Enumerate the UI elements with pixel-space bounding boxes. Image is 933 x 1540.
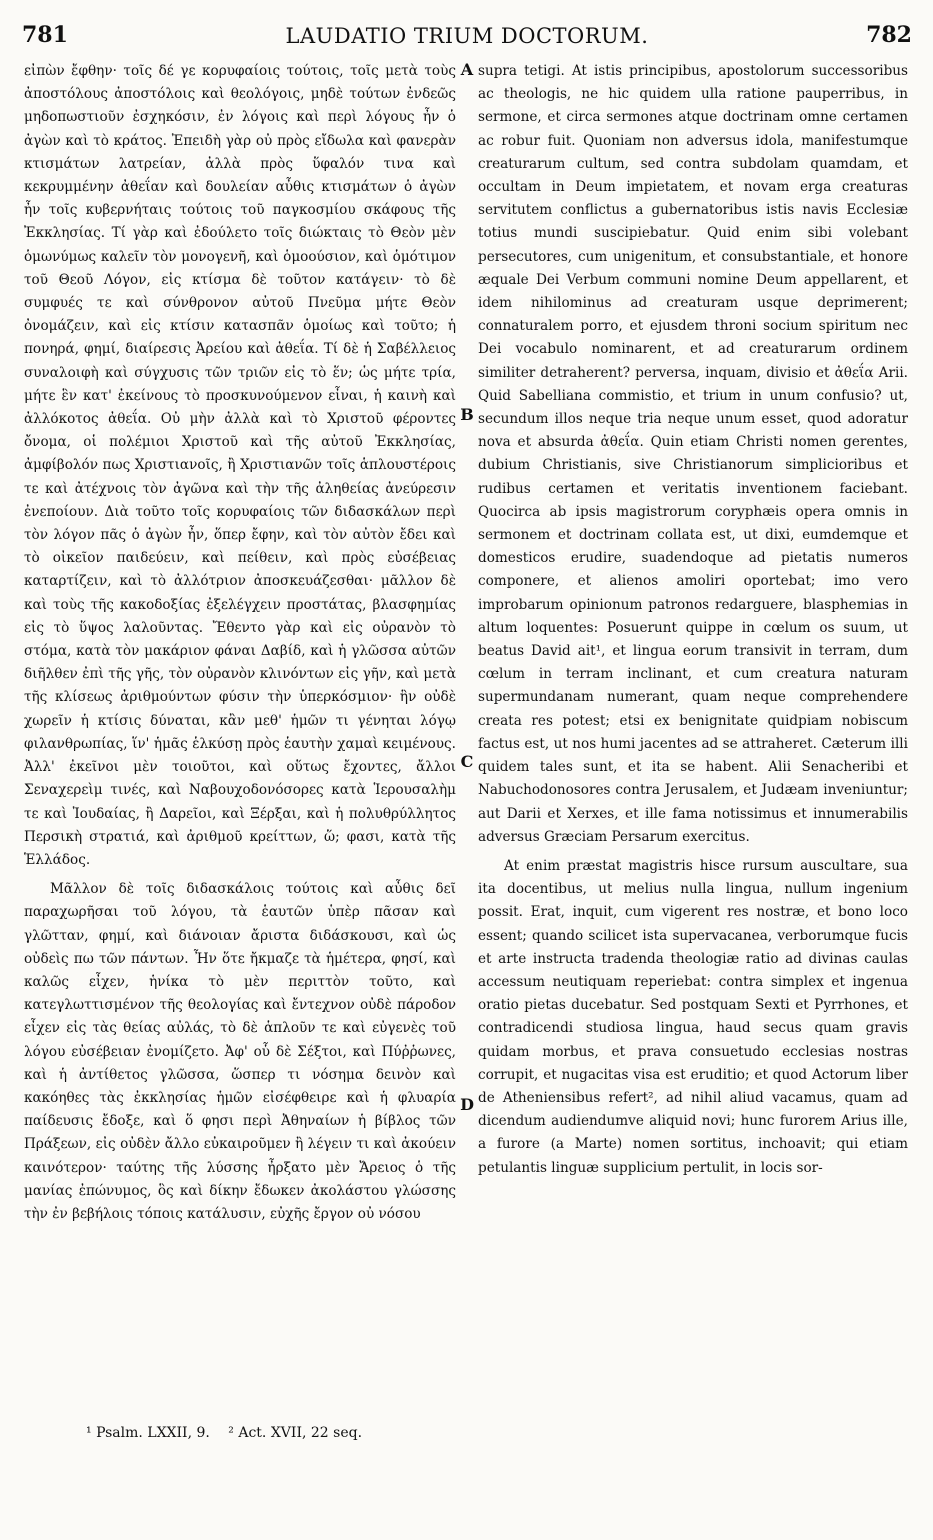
running-title: LAUDATIO TRIUM DOCTORUM. bbox=[285, 24, 649, 48]
margin-marker-d: D bbox=[460, 1095, 474, 1114]
latin-paragraph: supra tetigi. At istis principibus, apostolorum successoribus ac theologis, ne hic quidem ulla ratione pauperribus, in sermone, et circa sermones atque doctrinam omne certamen ac robur fuit. Quoniam non adversus idola, manifestumque creaturarum cultum, sed contra subdolam quamdam, et occultam in Deum impietatem, et novam erga creaturas servitutem conflictus a gubernatoribus istis navis Ecclesiæ totius mundi suscipiebatur. Quid enim sibi volebant persecutores, cum unigenitum, et consubstantiale, et honore æquale Dei Verbum communi nomine Deum appellarent, et idem nihilominus ad creaturam usque deprimerent; connaturalem porro, et ejusdem throni socium spiritum nec Dei vocabulo nominarent, et ad creaturarum ordinem similiter detraherent? perversa, inquam, divisio et ἀθεΐα Arii. Quid Sabelliana commistio, et trium in unum confusio? ut, secundum illos neque tria neque unum esset, quod adoratur nova et absurda ἀθεΐα. Quin etiam Christi nomen gerentes, dubium Christianis, sive Christianorum simplicioribus et rudibus certamen et veritatis inventionem faciebant. Quocirca ab ipsis magistrorum coryphæis opera omnis in sermonem et doctrinam collata est, ut dixi, eumdemque et domesticos erudire, suadendoque ad pietatis numeros componere, et alienos amoliri oportebat; imo vero improbarum opinionum patronos redarguere, blasphemias in altum loquentes: Posuerunt quippe in cœlum os suum, ut beatus David ait¹, et lingua eorum transivit in terram, dum cœlum in terram inclinant, et cum creatura naturam supermundanam numerant, quam neque comprehendere creata res potest; etsi ex benignitate quidpiam nobiscum factus est, ut nos humi jacentes ad se attraheret. Cæterum illi quidem tales sunt, et ita se habent. Alii Senacheribi et Nabuchodonosores contra Jerusalem, et Judæam inveniuntur; aut Darii et Xerxes, et ille fama notissimus et innumerabilis adversus Græciam Persarum exercitus. bbox=[478, 63, 908, 845]
left-page-number: 781 bbox=[22, 22, 68, 48]
footnotes bbox=[86, 1425, 362, 1441]
footnote: ¹ Psalm. LXXII, 9. bbox=[86, 1425, 210, 1441]
latin-paragraph: At enim præstat magistris hisce rursum auscultare, sua ita docentibus, ut melius nulla lingua, nullum ingenium possit. Erat, inquit, cum vigerent res nostræ, et bono loco essent; quando scilicet ista supervacanea, verborumque fucis et arte instructa tradenda theologiæ ratio ad divinas caulas accessum neutiquam reperiebat: contra simplex et ingenua oratio pietas ducebatur. Sed postquam Sexti et Pyrrhones, et contradicendi studiosa lingua, haud secus quam gravis quidam morbus, et prava consuetudo ecclesias nostras corrupit, et nugacitas visa est eruditio; et quod Actorum liber de Atheniensibus refert², ad nihil aliud vacamus, quam ad dicendum audiendumve aliquid novi; hunc furorem Arius ille, a furore (a Marte) nomen sortitus, inchoavit; qui etiam petulantis linguæ supplicium pertulit, in locis sor- bbox=[478, 857, 908, 1176]
footnote: ² Act. XVII, 22 seq. bbox=[228, 1425, 363, 1441]
margin-marker-b: B bbox=[460, 405, 474, 424]
margin-marker-a: A bbox=[460, 60, 474, 79]
page-header bbox=[22, 22, 912, 56]
greek-paragraph: Μᾶλλον δὲ τοῖς διδασκάλοις τούτοις καὶ αὖθις δεῖ παραχωρῆσαι τοῦ λόγου, τὰ ἑαυτῶν ὑπὲρ πᾶσαν καὶ γλῶτταν, φημί, καὶ διάνοιαν ἄριστα διδάσκουσι, καὶ ὡς οὐδεὶς πω τῶν πάντων. Ἦν ὅτε ἤκμαζε τὰ ἡμέτερα, φησί, καὶ καλῶς εἶχεν, ἡνίκα τὸ μὲν περιττὸν τοῦτο, καὶ κατεγλωττισμένον τῆς θεολογίας καὶ ἔντεχνον οὐδὲ πάροδον εἶχεν εἰς τὰς θείας αὐλάς, τὸ δὲ ἁπλοῦν τε καὶ εὐγενὲς τοῦ λόγου εὐσέβειαν ἐνομίζετο. Ἀφ' οὗ δὲ Σέξτοι, καὶ Πύῤῥωνες, καὶ ἡ ἀντίθετος γλῶσσα, ὥσπερ τι νόσημα δεινὸν καὶ κακόηθες τὰς ἐκκλησίας ἡμῶν εἰσέφθειρε καὶ ἡ φλυαρία παίδευσις ἔδοξε, καὶ ὅ φησι περὶ Ἀθηναίων ἡ βίβλος τῶν Πράξεων, εἰς οὐδὲν ἄλλο εὐκαιροῦμεν ἢ λέγειν τι καὶ ἀκούειν καινότερον· ταύτης τῆς λύσσης ἦρξατο μὲν Ἄρειος ὁ τῆς μανίας ἐπώνυμος, ὃς καὶ δίκην ἔδωκεν ἀκολάστου γλώσσης τὴν ἐν βεβήλοις τόποις κατάλυσιν, εὐχῆς ἔργον οὐ νόσου bbox=[24, 881, 456, 1222]
greek-paragraph: εἰπὼν ἔφθην· τοῖς δέ γε κορυφαίοις τούτοις, τοῖς μετὰ τοὺς ἀποστόλους ἀποστόλοις καὶ θεολόγοις, μηδὲ τούτων ἐνδεῶς μηδοπωστιοῦν ἐσχηκόσιν, ἐν λόγοις καὶ περὶ λόγους ἦν ὁ ἀγὼν καὶ τὸ κράτος. Ἐπειδὴ γὰρ οὐ πρὸς εἴδωλα καὶ φανερὰν κτισμάτων λατρείαν, ἀλλὰ πρὸς ὕφαλόν τινα καὶ κεκρυμμένην ἀθεΐαν καὶ δουλείαν αὖθις κτισμάτων ὁ ἀγὼν ἦν τοῖς κυβερνήταις τούτοις τοῦ παγκοσμίου σκάφους τῆς Ἐκκλησίας. Τί γὰρ καὶ ἐδούλετο τοῖς διώκταις τὸ Θεὸν μὲν ὁμωνύμως καλεῖν τὸν μονογενῆ, καὶ ὁμοούσιον, καὶ ὁμότιμον τοῦ Θεοῦ Λόγον, εἰς κτίσμα δὲ τοῦτον κατάγειν· τὸ δὲ συμφυές τε καὶ σύνθρονον αὐτοῦ Πνεῦμα μήτε Θεὸν ὀνομάζειν, καὶ εἰς κτίσιν κατασπᾶν ὁμοίως καὶ τοῦτο; ἡ πονηρά, φημί, διαίρεσις Ἀρείου καὶ ἀθεΐα. Τί δὲ ἡ Σαβέλλειος συναλοιφὴ καὶ σύγχυσις τῶν τριῶν εἰς τὸ ἕν; ὡς μήτε τρία, μήτε ἓν κατ' ἐκείνους τὸ προσκυνούμενον εἶναι, ἡ καινὴ καὶ ἀλλόκοτος ἀθεΐα. Οὐ μὴν ἀλλὰ καὶ τὸ Χριστοῦ φέροντες ὄνομα, οἱ πολέμιοι Χριστοῦ καὶ τῆς αὐτοῦ Ἐκκλησίας, ἀμφίβολόν πως Χριστιανοῖς, ἢ Χριστιανῶν τοῖς ἁπλουστέροις τε καὶ ἀτέχνοις τὸν ἀγῶνα καὶ τὴν τῆς ἀληθείας ἀνεύρεσιν ἐνεποίουν. Διὰ τοῦτο τοῖς κορυφαίοις τῶν διδασκάλων περὶ τὸν λόγον πᾶς ὁ ἀγὼν ἦν, ὅπερ ἔφην, καὶ τὸν αὐτὸν ἔδει καὶ τὸ οἰκεῖον παιδεύειν, καὶ πείθειν, καὶ πρὸς εὐσέβειας καταρτίζειν, καὶ τὸ ἀλλότριον ἀποσκευάζεσθαι· μᾶλλον δὲ καὶ τοὺς τῆς κακοδοξίας ἐξελέγχειν προστάτας, βλασφημίας εἰς τὸ ὕψος λαλοῦντας. Ἔθεντο γὰρ καὶ εἰς οὐρανὸν τὸ στόμα, κατὰ τὸν μακάριον φάναι Δαβίδ, καὶ ἡ γλῶσσα αὐτῶν διῆλθεν ἐπὶ τῆς γῆς, τὸν οὐρανὸν κλινόντων εἰς γῆν, καὶ μετὰ τῆς κλίσεως ἀριθμούντων φύσιν τὴν ὑπερκόσμιον· ἣν οὐδὲ χωρεῖν ἡ κτίσις δύναται, κἂν μεθ' ἡμῶν τι γένηται λόγῳ φιλανθρωπίας, ἵν' ἡμᾶς ἑλκύσῃ πρὸς ἑαυτὴν χαμαὶ κειμένους. Ἀλλ' ἐκεῖνοι μὲν τοιοῦτοι, καὶ οὕτως ἔχοντες, ἄλλοι Σεναχερεὶμ τινές, καὶ Ναβουχοδονόσορες κατὰ Ἱερουσαλὴμ τε καὶ Ἰουδαίας, ἢ Δαρεῖοι, καὶ Ξέρξαι, καὶ ἡ πολυθρύλλητος Περσικὴ στρατιά, καὶ ἀριθμοῦ κρείττων, ὥ; φασι, κατὰ τῆς Ἑλλάδος. bbox=[24, 63, 456, 868]
margin-marker-c: C bbox=[460, 752, 474, 771]
greek-column bbox=[24, 60, 456, 1226]
right-page-number: 782 bbox=[866, 22, 912, 48]
latin-column bbox=[478, 60, 908, 1180]
